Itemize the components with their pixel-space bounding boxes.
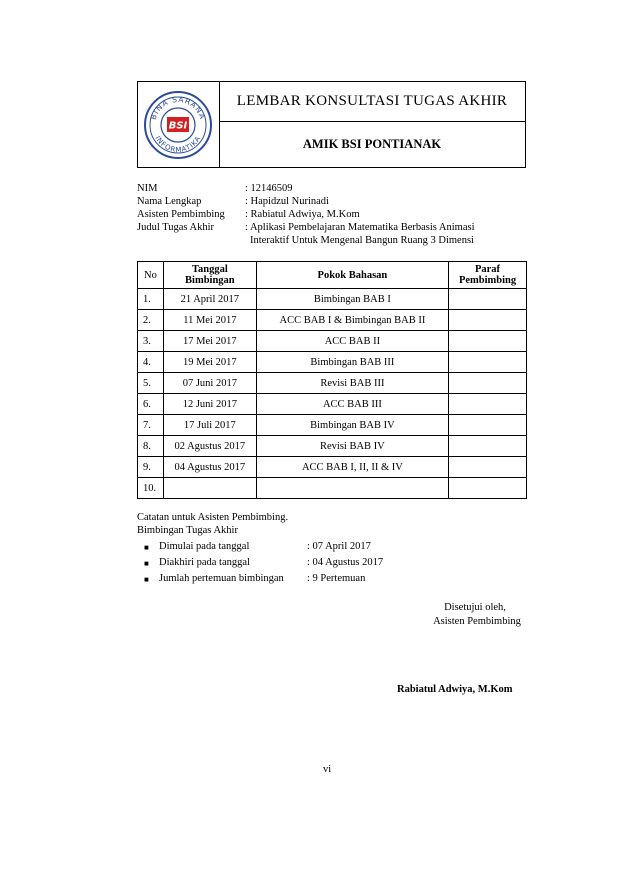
col-header-no: No — [138, 262, 164, 289]
table-row — [138, 310, 527, 331]
table-row — [138, 415, 527, 436]
table-row — [138, 331, 527, 352]
info-label-name: Nama Lengkap — [137, 196, 202, 207]
svg-text:BINA SARANA: BINA SARANA — [148, 94, 208, 121]
note-label-start: Dimulai pada tanggal — [159, 541, 250, 552]
row-date: 21 April 2017 — [163, 289, 256, 310]
row-topic: Bimbingan BAB IV — [256, 415, 448, 436]
row-number: 9. — [138, 457, 164, 478]
svg-text:INFORMATIKA: INFORMATIKA — [153, 134, 203, 155]
bullet-icon: ■ — [144, 575, 149, 584]
approval-by: Disetujui oleh, — [444, 602, 506, 613]
approval-role: Asisten Pembimbing — [433, 616, 521, 627]
info-value-advisor: : Rabiatul Adwiya, M.Kom — [245, 209, 360, 220]
table-row — [138, 373, 527, 394]
row-signature — [449, 415, 527, 436]
row-signature — [449, 331, 527, 352]
row-topic: ACC BAB III — [256, 394, 448, 415]
consultation-table — [137, 261, 527, 499]
row-signature — [449, 394, 527, 415]
row-date: 12 Juni 2017 — [163, 394, 256, 415]
row-number: 3. — [138, 331, 164, 352]
bullet-icon: ■ — [144, 559, 149, 568]
row-signature — [449, 289, 527, 310]
document-title: LEMBAR KONSULTASI TUGAS AKHIR — [219, 82, 525, 122]
info-value-nim: : 12146509 — [245, 183, 293, 194]
header-box — [137, 81, 526, 168]
row-date: 17 Juli 2017 — [163, 415, 256, 436]
row-topic: Bimbingan BAB I — [256, 289, 448, 310]
table-header-row — [138, 262, 527, 289]
note-value-start: : 07 April 2017 — [307, 541, 371, 552]
row-number: 10. — [138, 478, 164, 499]
row-date: 17 Mei 2017 — [163, 331, 256, 352]
row-date: 02 Agustus 2017 — [163, 436, 256, 457]
table-row — [138, 352, 527, 373]
row-date: 19 Mei 2017 — [163, 352, 256, 373]
row-signature — [449, 457, 527, 478]
row-signature — [449, 436, 527, 457]
note-value-end: : 04 Agustus 2017 — [307, 557, 384, 568]
row-topic: ACC BAB II — [256, 331, 448, 352]
info-label-advisor: Asisten Pembimbing — [137, 209, 225, 220]
info-label-title: Judul Tugas Akhir — [137, 222, 215, 233]
row-date: 07 Juni 2017 — [163, 373, 256, 394]
logo-cell — [138, 82, 220, 167]
table-row — [138, 289, 527, 310]
col-header-date: Tanggal Bimbingan — [163, 262, 256, 289]
row-number: 8. — [138, 436, 164, 457]
note-label-end: Diakhiri pada tanggal — [159, 557, 250, 568]
row-number: 7. — [138, 415, 164, 436]
row-topic: ACC BAB I & Bimbingan BAB II — [256, 310, 448, 331]
row-number: 2. — [138, 310, 164, 331]
row-number: 6. — [138, 394, 164, 415]
svg-text:BSI: BSI — [168, 120, 188, 132]
row-topic: Bimbingan BAB III — [256, 352, 448, 373]
row-signature — [449, 310, 527, 331]
info-value-title-cont: Interaktif Untuk Mengenal Bangun Ruang 3 Dimensi — [250, 235, 474, 246]
table-row — [138, 457, 527, 478]
bsi-logo — [138, 82, 219, 167]
row-topic: ACC BAB I, II, II & IV — [256, 457, 448, 478]
notes-subheading: Bimbingan Tugas Akhir — [137, 525, 238, 536]
row-signature — [449, 373, 527, 394]
table-row — [138, 436, 527, 457]
info-label-nim: NIM — [137, 183, 158, 194]
row-topic — [256, 478, 448, 499]
row-number: 5. — [138, 373, 164, 394]
col-header-signature: Paraf Pembimbing — [449, 262, 527, 289]
info-value-name: : Hapidzul Nurinadi — [245, 196, 329, 207]
row-date: 04 Agustus 2017 — [163, 457, 256, 478]
col-header-topic: Pokok Bahasan — [256, 262, 448, 289]
table-row — [138, 478, 527, 499]
row-number: 4. — [138, 352, 164, 373]
row-date: 11 Mei 2017 — [163, 310, 256, 331]
row-signature — [449, 352, 527, 373]
page-number: vi — [323, 764, 332, 775]
notes-heading: Catatan untuk Asisten Pembimbing. — [137, 512, 289, 523]
bullet-icon: ■ — [144, 543, 149, 552]
row-date — [163, 478, 256, 499]
note-value-count: : 9 Pertemuan — [307, 573, 366, 584]
table-row — [138, 394, 527, 415]
institution-name: AMIK BSI PONTIANAK — [302, 136, 442, 151]
row-signature — [449, 478, 527, 499]
row-number: 1. — [138, 289, 164, 310]
row-topic: Revisi BAB III — [256, 373, 448, 394]
note-label-count: Jumlah pertemuan bimbingan — [159, 573, 284, 584]
row-topic: Revisi BAB IV — [256, 436, 448, 457]
advisor-signature-name: Rabiatul Adwiya, M.Kom — [397, 684, 513, 695]
info-value-title: : Aplikasi Pembelajaran Matematika Berbasis Animasi — [245, 222, 475, 233]
